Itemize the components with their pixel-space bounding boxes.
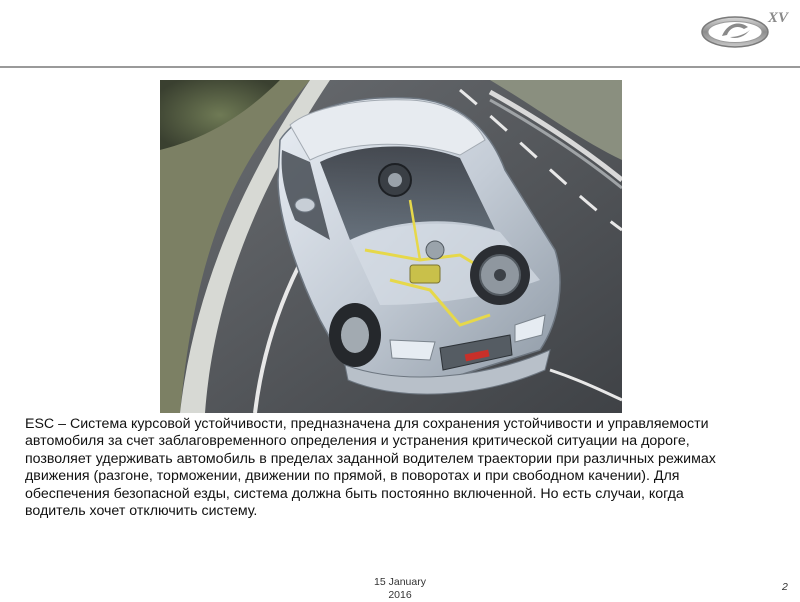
brand-logo <box>700 10 796 54</box>
footer-date-line1: 15 January <box>374 576 426 588</box>
lada-logo-icon <box>700 10 770 50</box>
esc-description: ESC – Система курсовой устойчивости, предназначена для сохранения устойчивости и управляемости автомобиля за счет заблаговременного определения и устранения критической ситуации на дороге, позволяет удерживать автомобиль в пределах заданной водителем траектории при различных режимах движения (разгоне, торможении, движении по прямой, в поворотах и при свободном качении). Для обеспечения безопасной езды, система должна быть постоянно включенной. Но есть случаи, когда водитель хочет отключить систему. <box>25 416 716 520</box>
footer-date-line2: 2016 <box>388 589 412 601</box>
page-number: 2 <box>782 581 788 593</box>
logo-text: XV <box>768 10 789 26</box>
footer-date <box>350 576 450 602</box>
car-esc-photo <box>160 80 622 413</box>
header-divider <box>0 66 800 68</box>
